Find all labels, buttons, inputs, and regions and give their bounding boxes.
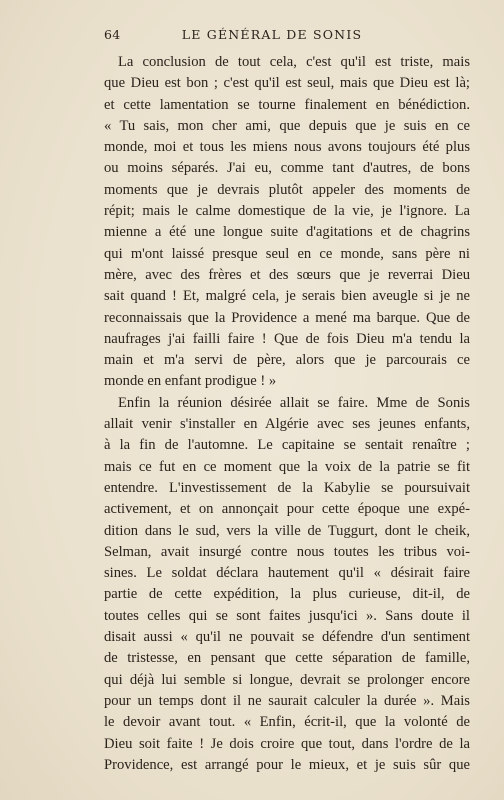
text-line: entendre. L'investissement de la Kabylie se poursuivait (104, 479, 470, 496)
text-line: main et m'a servi de père, alors que je parcourais ce (104, 352, 470, 369)
text-line: Providence, est arrangé pour le mieux, et je suis sûr que (104, 756, 470, 773)
page-number: 64 (104, 27, 121, 42)
text-line: mère, avec des frères et des sœurs que je reverrai Dieu (104, 266, 470, 283)
text-line: reconnaissais que la Providence a mené ma barque. Que de (104, 309, 470, 326)
text-line: allait venir s'installer en Algérie avec ses jeunes enfants, (104, 416, 470, 433)
text-line: monde en enfant prodigue ! » (104, 373, 277, 390)
text-line: Enfin la réunion désirée allait se faire. Mme de Sonis (118, 394, 470, 411)
text-line: répit; mais le calme domestique de la vie, je l'ignore. La (104, 203, 470, 220)
text-line: toutes celles qui se sont faites jusqu'ici ». Sans doute il (104, 607, 470, 624)
text-line: Selman, avait insurgé contre nous toutes les tribus voi- (104, 543, 470, 560)
text-line: sait quand ! Et, malgré cela, je serais bien aveugle si je ne (104, 288, 470, 305)
body-text (104, 52, 470, 776)
running-title: LE GÉNÉRAL DE SONIS (181, 27, 363, 42)
text-line: activement, et on annonçait pour cette époque une expé- (104, 501, 470, 518)
text-line: « Tu sais, mon cher ami, que depuis que je suis en ce (104, 117, 470, 134)
text-line: sines. Le soldat déclara hautement qu'il « désirait faire (104, 565, 470, 582)
text-line: qui déjà lui semble si longue, devrait se prolonger encore (104, 671, 470, 688)
text-line: moments que je devrais plutôt appeler des moments de (104, 181, 470, 198)
text-line: mais ce fut en ce moment que la voix de la patrie se fit (104, 458, 470, 475)
text-line: monde, moi et tous les miens nous avons toujours été plus (104, 139, 470, 156)
text-line: mienne a été une longue suite d'agitations et de chagrins (104, 224, 470, 241)
text-line: le devoir avant tout. « Enfin, écrit-il, que la volonté de (104, 714, 470, 731)
text-line: qui m'ont laissé presque seul en ce monde, sans père ni (104, 245, 470, 262)
text-line: que Dieu est bon ; c'est qu'il est seul, mais que Dieu est là; (104, 75, 470, 92)
text-line: La conclusion de tout cela, c'est qu'il est triste, mais (118, 54, 470, 70)
text-line: Dieu soit faite ! Je dois croire que tout, dans l'ordre de la (104, 735, 470, 752)
text-line: et cette lamentation se tourne finalement en bénédiction. (104, 96, 470, 113)
text-line: dition dans le sud, vers la ville de Tuggurt, dont le cheik, (104, 522, 470, 539)
text-line: partie de cette expédition, la plus curieuse, dit-il, de (104, 586, 470, 603)
text-line: de tristesse, en pensant que cette séparation de famille, (104, 650, 470, 667)
running-head (0, 27, 504, 45)
text-line: pour un temps dont il ne saurait calculer la durée ». Mais (104, 692, 470, 709)
text-line: disait aussi « qu'il ne pouvait se défendre d'un sentiment (104, 629, 470, 646)
text-line: ou moins séparés. J'ai eu, comme tant d'autres, de bons (104, 160, 470, 177)
text-line: naufrages j'ai failli faire ! Que de fois Dieu m'a tendu la (104, 330, 470, 347)
text-line: à la fin de l'automne. Le capitaine se sentait renaître ; (104, 437, 470, 454)
